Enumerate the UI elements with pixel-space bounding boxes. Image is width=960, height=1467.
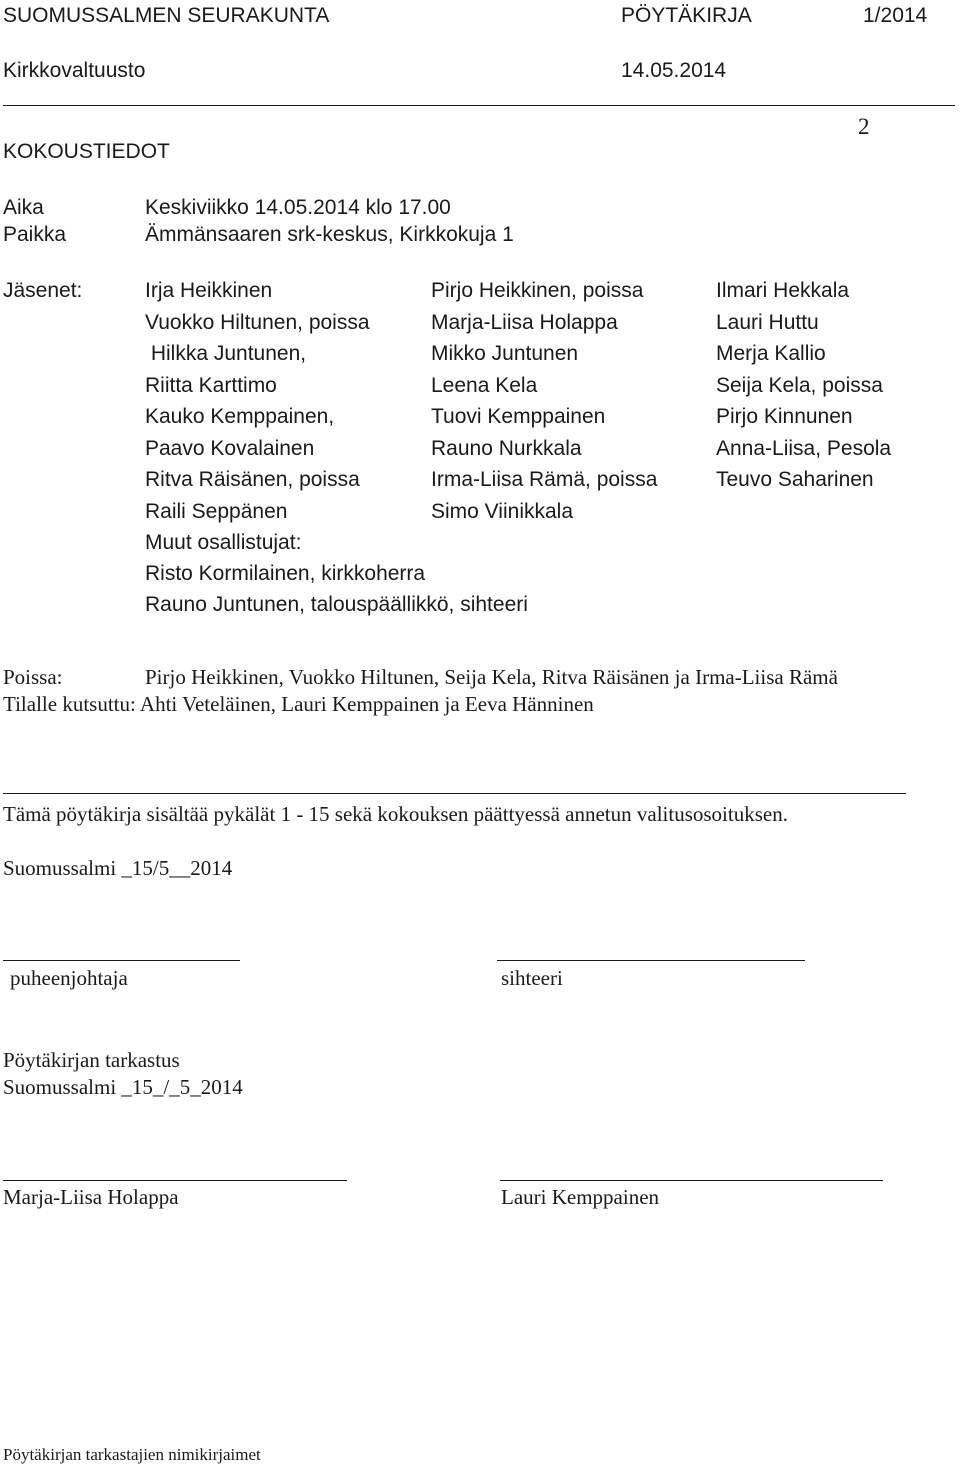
document-number: 1/2014 — [863, 4, 928, 27]
chair-caption: puheenjohtaja — [10, 966, 128, 990]
member-name: Kauko Kemppainen, — [145, 405, 335, 428]
member-name: Vuokko Hiltunen, poissa — [145, 310, 370, 334]
document-type: PÖYTÄKIRJA — [621, 4, 752, 27]
member-name: Irma-Liisa Rämä, poissa — [431, 468, 658, 491]
member-name: Simo Viinikkala — [431, 499, 574, 523]
absent-value: Pirjo Heikkinen, Vuokko Hiltunen, Seija Kela, Ritva Räisänen ja Irma-Liisa Rämä — [145, 665, 838, 689]
member-name: Tuovi Kemppainen — [431, 405, 606, 428]
substitutes-text: Tilalle kutsuttu: Ahti Veteläinen, Lauri Kemppainen ja Eeva Hänninen — [3, 692, 594, 716]
time-value: Keskiviikko 14.05.2014 klo 17.00 — [145, 196, 451, 219]
time-label: Aika — [3, 196, 44, 219]
member-name: Pirjo Kinnunen — [716, 405, 853, 428]
member-name: Leena Kela — [431, 373, 538, 397]
member-name: Mikko Juntunen — [431, 342, 579, 365]
member-name: Ritva Räisänen, poissa — [145, 468, 360, 491]
member-name: Paavo Kovalainen — [145, 436, 315, 460]
section-title: KOKOUSTIEDOT — [3, 140, 170, 163]
header-divider — [3, 105, 955, 106]
other-participant: Rauno Juntunen, talouspäällikkö, sihteeri — [145, 593, 528, 616]
member-name: Seija Kela, poissa — [716, 373, 883, 397]
members-label: Jäsenet: — [3, 279, 83, 302]
member-name: Lauri Huttu — [716, 310, 819, 334]
other-participants-label: Muut osallistujat: — [145, 531, 302, 554]
other-participant: Risto Kormilainen, kirkkoherra — [145, 562, 426, 585]
place-value: Ämmänsaaren srk-keskus, Kirkkokuja 1 — [145, 223, 514, 246]
place-label: Paikka — [3, 223, 67, 246]
content-note: Tämä pöytäkirja sisältää pykälät 1 - 15 sekä kokouksen päättyessä annetun valitusosoituksen. — [3, 802, 788, 826]
secretary-caption: sihteeri — [501, 966, 563, 990]
governing-body: Kirkkovaltuusto — [3, 59, 146, 82]
reviewer2-name: Lauri Kemppainen — [501, 1185, 660, 1209]
member-name: Riitta Karttimo — [145, 373, 277, 397]
reviewer1-name: Marja-Liisa Holappa — [3, 1185, 179, 1209]
member-name: Rauno Nurkkala — [431, 436, 582, 460]
review-place-date: Suomussalmi _15_/_5_2014 — [3, 1075, 243, 1099]
member-name: Pirjo Heikkinen, poissa — [431, 279, 644, 302]
member-name: Marja-Liisa Holappa — [431, 310, 618, 334]
member-name: Ilmari Hekkala — [716, 279, 850, 302]
secretary-signature-line — [497, 960, 805, 961]
review-title: Pöytäkirjan tarkastus — [3, 1048, 180, 1072]
reviewer2-signature-line — [500, 1180, 883, 1181]
member-name: Irja Heikkinen — [145, 279, 273, 302]
meeting-date: 14.05.2014 — [621, 59, 727, 82]
reviewer1-signature-line — [3, 1180, 347, 1181]
member-name: Raili Seppänen — [145, 499, 288, 523]
footer-note: Pöytäkirjan tarkastajien nimikirjaimet — [3, 1445, 261, 1464]
page-number: 2 — [858, 114, 870, 139]
member-name: Anna-Liisa, Pesola — [716, 436, 892, 460]
organization-name: SUOMUSSALMEN SEURAKUNTA — [3, 4, 330, 27]
chair-signature-line — [3, 960, 240, 961]
member-name: Hilkka Juntunen, — [145, 342, 307, 365]
content-divider — [3, 793, 906, 794]
signing-place-date: Suomussalmi _15/5__2014 — [3, 856, 233, 880]
member-name: Teuvo Saharinen — [716, 468, 874, 491]
absent-label: Poissa: — [3, 665, 63, 689]
member-name: Merja Kallio — [716, 342, 826, 365]
